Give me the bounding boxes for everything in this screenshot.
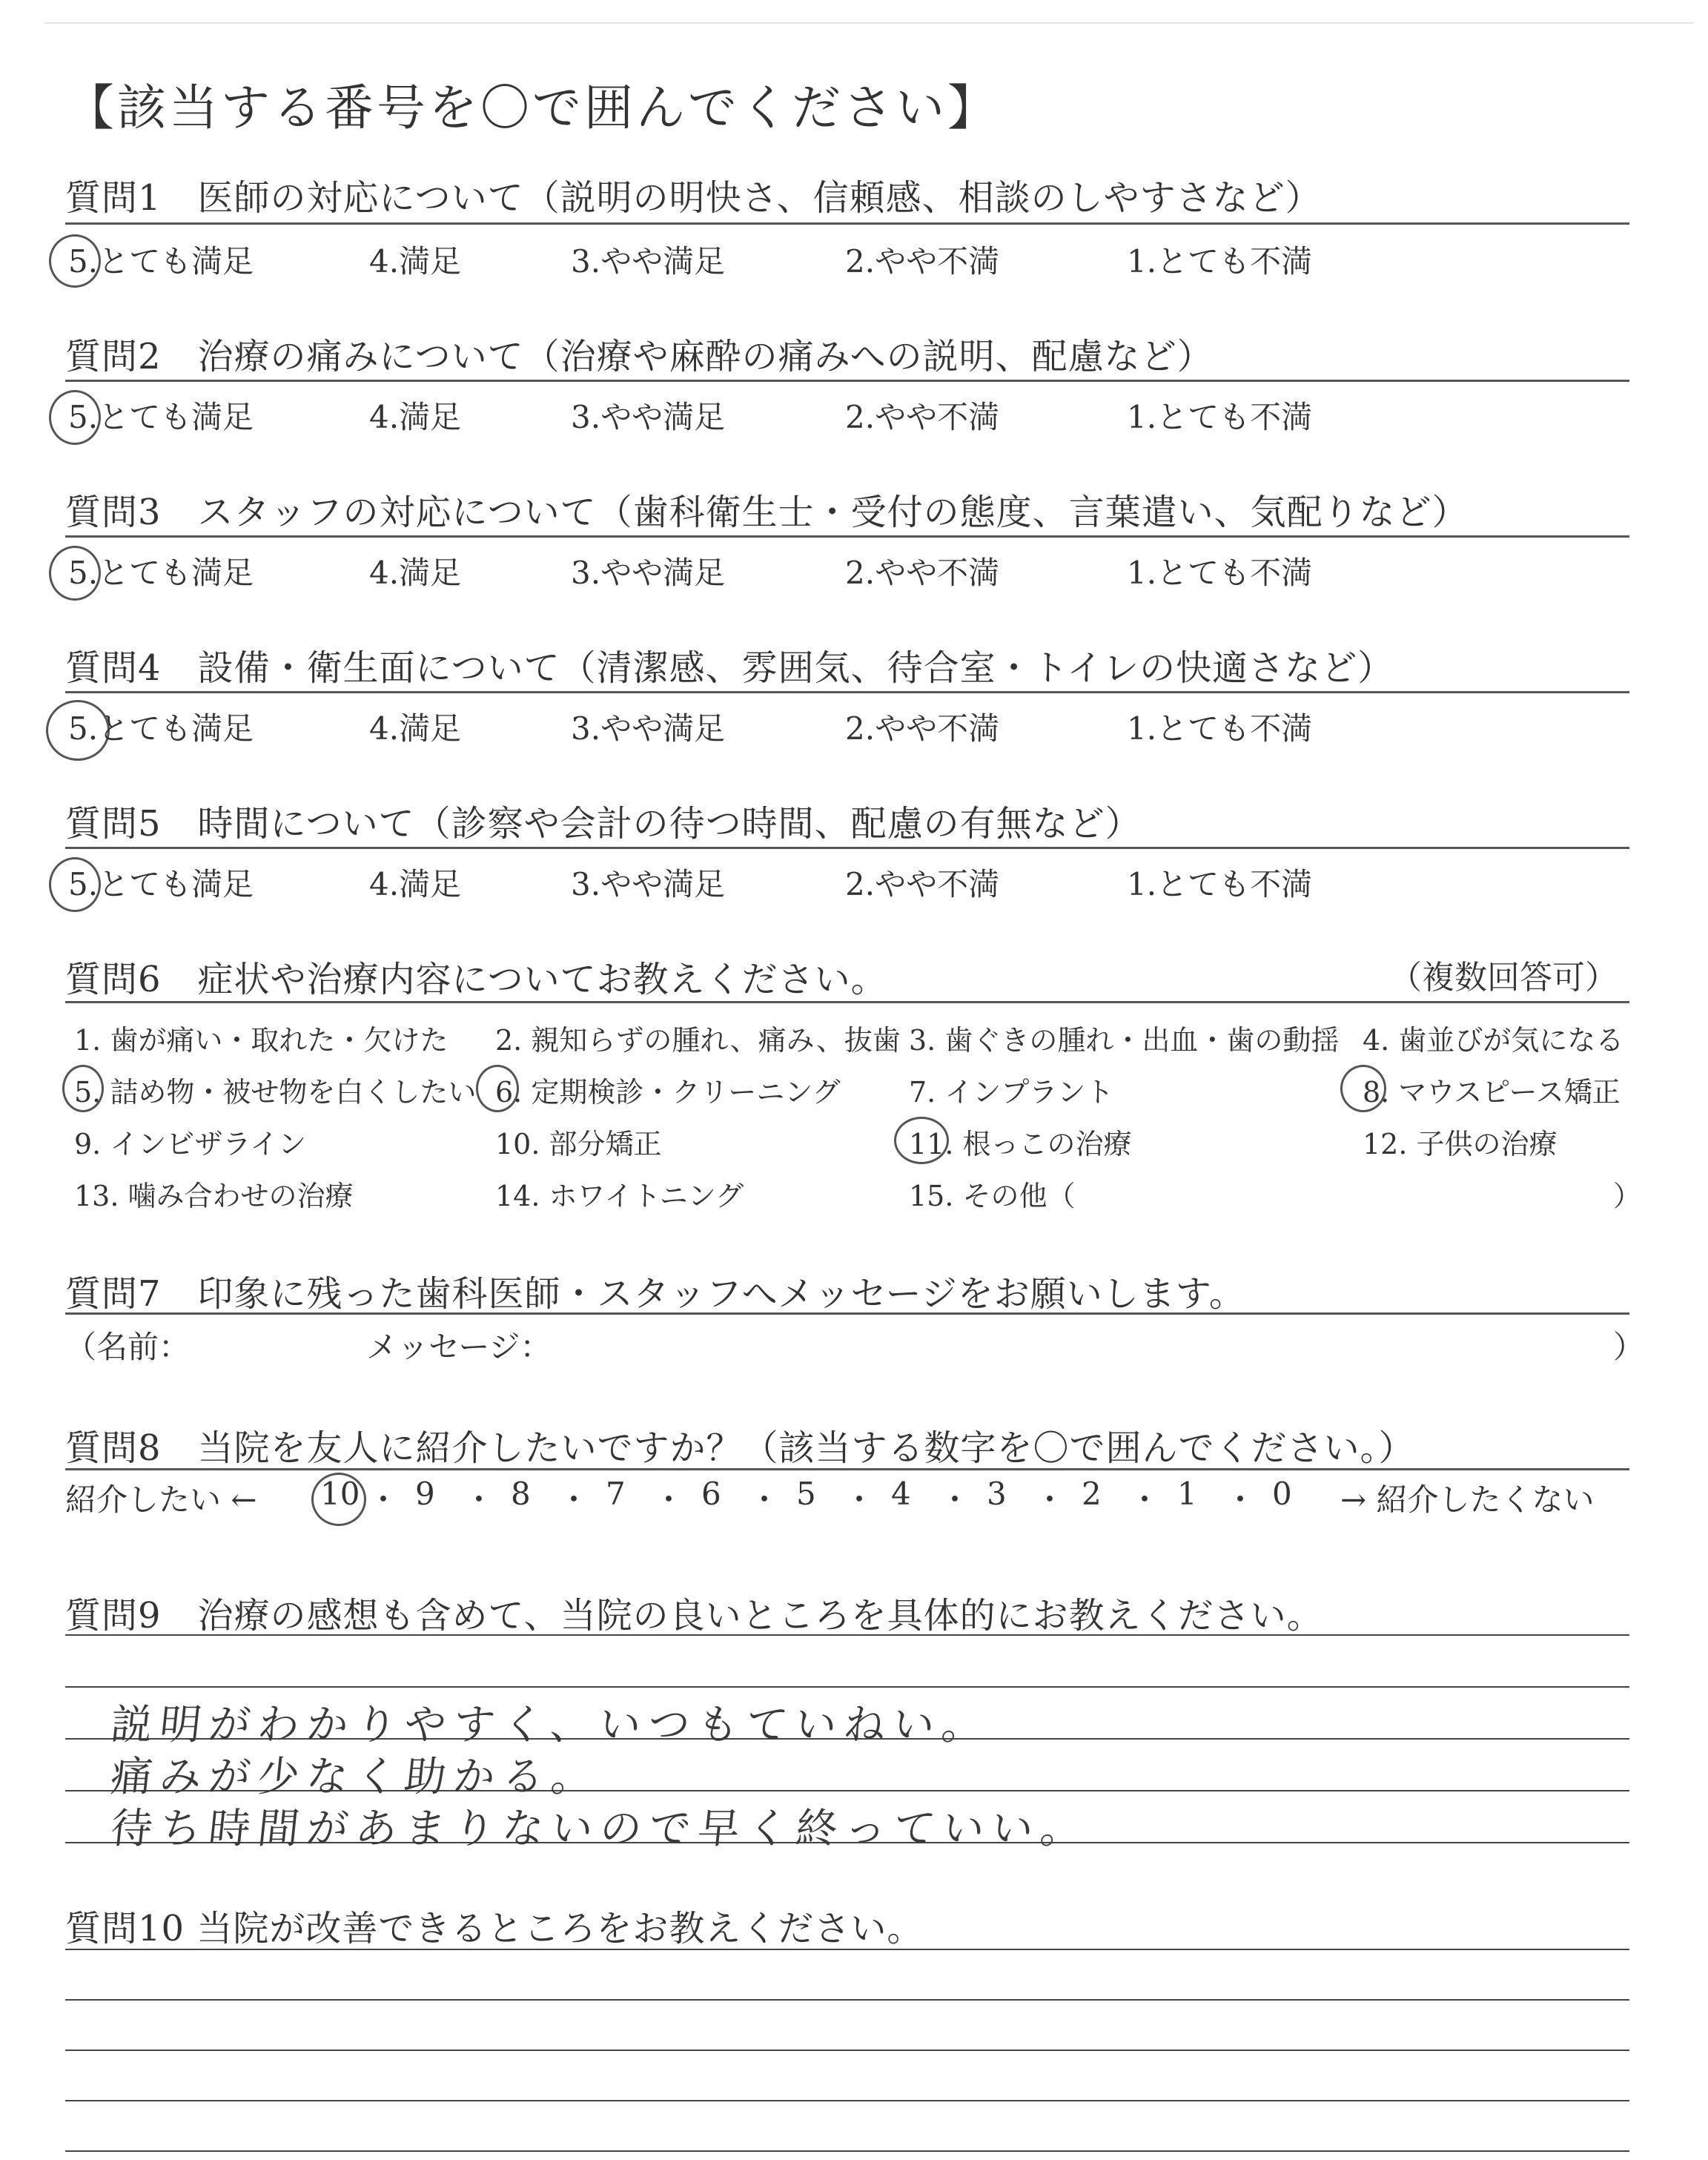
q8-scale-value-1[interactable]: 1: [1177, 1476, 1197, 1512]
q1-option-5[interactable]: 5.とても満足: [68, 243, 254, 280]
q10-rule-5: [65, 2150, 1629, 2152]
q4-option-4[interactable]: 4.満足: [369, 710, 462, 747]
page-top-rule: [44, 22, 1693, 24]
q8-rule: [65, 1468, 1629, 1470]
q6-option-3[interactable]: 3. 歯ぐきの腫れ・出血・歯の動揺: [909, 1024, 1340, 1057]
q3-option-4[interactable]: 4.満足: [369, 555, 462, 591]
q8-scale-value-8[interactable]: 8: [511, 1476, 531, 1512]
q4-rule: [65, 691, 1629, 693]
q5-option-1[interactable]: 1.とても不満: [1127, 866, 1313, 902]
q6-other-close-paren: ）: [1613, 1180, 1642, 1212]
q2-title: 質問2 治療の痛みについて（治療や麻酔の痛みへの説明、配慮など）: [65, 336, 1214, 377]
q3-rule: [65, 535, 1629, 538]
q8-selected-circle: [311, 1473, 366, 1526]
q2-rule: [65, 380, 1629, 382]
q6-option-9[interactable]: 9. インビザライン: [74, 1128, 307, 1160]
q1-title: 質問1 医師の対応について（説明の明快さ、信頼感、相談のしやすさなど）: [65, 177, 1322, 219]
q6-option-8[interactable]: 8. マウスピース矯正: [1363, 1076, 1621, 1109]
q8-scale-separator: ・: [558, 1482, 590, 1518]
q8-scale-separator: ・: [653, 1482, 685, 1518]
q8-scale-value-7[interactable]: 7: [606, 1476, 626, 1512]
q4-option-3[interactable]: 3.やや満足: [571, 710, 726, 747]
q6-option-10[interactable]: 10. 部分矯正: [495, 1128, 662, 1160]
q10-rule-3: [65, 2050, 1629, 2051]
q8-scale-value-9[interactable]: 9: [415, 1476, 435, 1512]
q6-option-7[interactable]: 7. インプラント: [909, 1076, 1114, 1109]
q8-scale-separator: ・: [939, 1482, 971, 1518]
q6-option-11[interactable]: 11. 根っこの治療: [909, 1128, 1132, 1160]
q4-option-2[interactable]: 2.やや不満: [845, 710, 1000, 747]
q1-option-4[interactable]: 4.満足: [369, 243, 462, 280]
q10-rule-2: [65, 1999, 1629, 2001]
q8-scale-value-6[interactable]: 6: [701, 1476, 721, 1512]
q8-scale-separator: ・: [1034, 1482, 1066, 1518]
q8-scale-value-5[interactable]: 5: [796, 1476, 816, 1512]
q3-option-3[interactable]: 3.やや満足: [571, 555, 726, 591]
q6-option-13[interactable]: 13. 噛み合わせの治療: [74, 1180, 354, 1212]
q10-rule-4: [65, 2100, 1629, 2101]
q9-rule-1: [65, 1634, 1629, 1636]
q5-option-2[interactable]: 2.やや不満: [845, 866, 1000, 902]
q6-option-4[interactable]: 4. 歯並びが気になる: [1363, 1024, 1624, 1057]
q8-scale-separator: ・: [844, 1482, 875, 1518]
q6-title: 質問6 症状や治療内容についてお教えください。: [65, 959, 887, 1000]
q1-option-1[interactable]: 1.とても不満: [1127, 243, 1313, 280]
q5-title: 質問5 時間について（診察や会計の待つ時間、配慮の有無など）: [65, 803, 1142, 845]
q8-scale-value-2[interactable]: 2: [1082, 1476, 1102, 1512]
q9-handwritten-line-3: 待ち時間があまりないので早く終っていい。: [108, 1805, 1092, 1853]
q8-scale-separator: ・: [1129, 1482, 1161, 1518]
q8-scale-separator: ・: [463, 1482, 495, 1518]
q4-option-5[interactable]: 5.とても満足: [68, 710, 254, 747]
q7-close-paren: ）: [1613, 1329, 1645, 1365]
q3-option-1[interactable]: 1.とても不満: [1127, 555, 1313, 591]
q5-option-5[interactable]: 5.とても満足: [68, 866, 254, 902]
q8-title: 質問8 当院を友人に紹介したいですか？（該当する数字を〇で囲んでください。）: [65, 1427, 1415, 1469]
q1-option-2[interactable]: 2.やや不満: [845, 243, 1000, 280]
q7-message-label: メッセージ：: [366, 1329, 552, 1365]
q8-scale-separator: ・: [368, 1482, 400, 1518]
q8-right-label: → 紹介したくない: [1340, 1482, 1595, 1518]
q3-option-5[interactable]: 5.とても満足: [68, 555, 254, 591]
q8-left-label: 紹介したい ←: [65, 1482, 257, 1518]
q2-option-3[interactable]: 3.やや満足: [571, 399, 726, 435]
q6-option-6[interactable]: 6. 定期検診・クリーニング: [495, 1076, 841, 1109]
q6-option-5[interactable]: 5. 詰め物・被せ物を白くしたい: [74, 1076, 477, 1109]
q8-scale-separator: ・: [749, 1482, 781, 1518]
q3-title: 質問3 スタッフの対応について（歯科衛生士・受付の態度、言葉遣い、気配りなど）: [65, 492, 1469, 533]
q8-scale-separator: ・: [1225, 1482, 1257, 1518]
q6-option-1[interactable]: 1. 歯が痛い・取れた・欠けた: [74, 1024, 448, 1057]
q6-option-12[interactable]: 12. 子供の治療: [1363, 1128, 1558, 1160]
q6-option-15[interactable]: 15. その他（: [909, 1180, 1076, 1212]
q8-scale-value-4[interactable]: 4: [891, 1476, 911, 1512]
q8-scale-value-0[interactable]: 0: [1272, 1476, 1292, 1512]
q2-option-2[interactable]: 2.やや不満: [845, 399, 1000, 435]
q7-title: 質問7 印象に残った歯科医師・スタッフへメッセージをお願いします。: [65, 1273, 1245, 1315]
q2-option-1[interactable]: 1.とても不満: [1127, 399, 1313, 435]
q6-option-14[interactable]: 14. ホワイトニング: [495, 1180, 744, 1212]
page-title: 【該当する番号を〇で囲んでください】: [65, 79, 999, 136]
q10-title: 質問10 当院が改善できるところをお教えください。: [65, 1908, 924, 1949]
q4-option-1[interactable]: 1.とても不満: [1127, 710, 1313, 747]
q5-rule: [65, 847, 1629, 849]
q3-option-2[interactable]: 2.やや不満: [845, 555, 1000, 591]
q8-scale-value-10[interactable]: 10: [320, 1476, 360, 1512]
q5-option-4[interactable]: 4.満足: [369, 866, 462, 902]
q9-title: 質問9 治療の感想も含めて、当院の良いところを具体的にお教えください。: [65, 1595, 1323, 1636]
q6-multiple-answers-note: （複数回答可）: [1389, 959, 1618, 997]
q7-rule: [65, 1312, 1629, 1315]
q5-option-3[interactable]: 3.やや満足: [571, 866, 726, 902]
q9-handwritten-line-2: 痛みが少なく助かる。: [108, 1753, 603, 1801]
q7-name-label: （名前：: [65, 1329, 191, 1365]
q2-option-4[interactable]: 4.満足: [369, 399, 462, 435]
q10-rule-1: [65, 1949, 1629, 1950]
q1-rule: [65, 222, 1629, 225]
q1-option-3[interactable]: 3.やや満足: [571, 243, 726, 280]
q9-handwritten-line-1: 説明がわかりやすく、いつもていねい。: [108, 1701, 993, 1749]
q6-rule: [65, 1001, 1629, 1003]
q8-scale-value-3[interactable]: 3: [987, 1476, 1007, 1512]
q4-title: 質問4 設備・衛生面について（清潔感、雰囲気、待合室・トイレの快適さなど）: [65, 647, 1394, 689]
q2-option-5[interactable]: 5.とても満足: [68, 399, 254, 435]
q6-option-2[interactable]: 2. 親知らずの腫れ、痛み、抜歯: [495, 1024, 901, 1057]
q9-rule-2: [65, 1686, 1629, 1688]
